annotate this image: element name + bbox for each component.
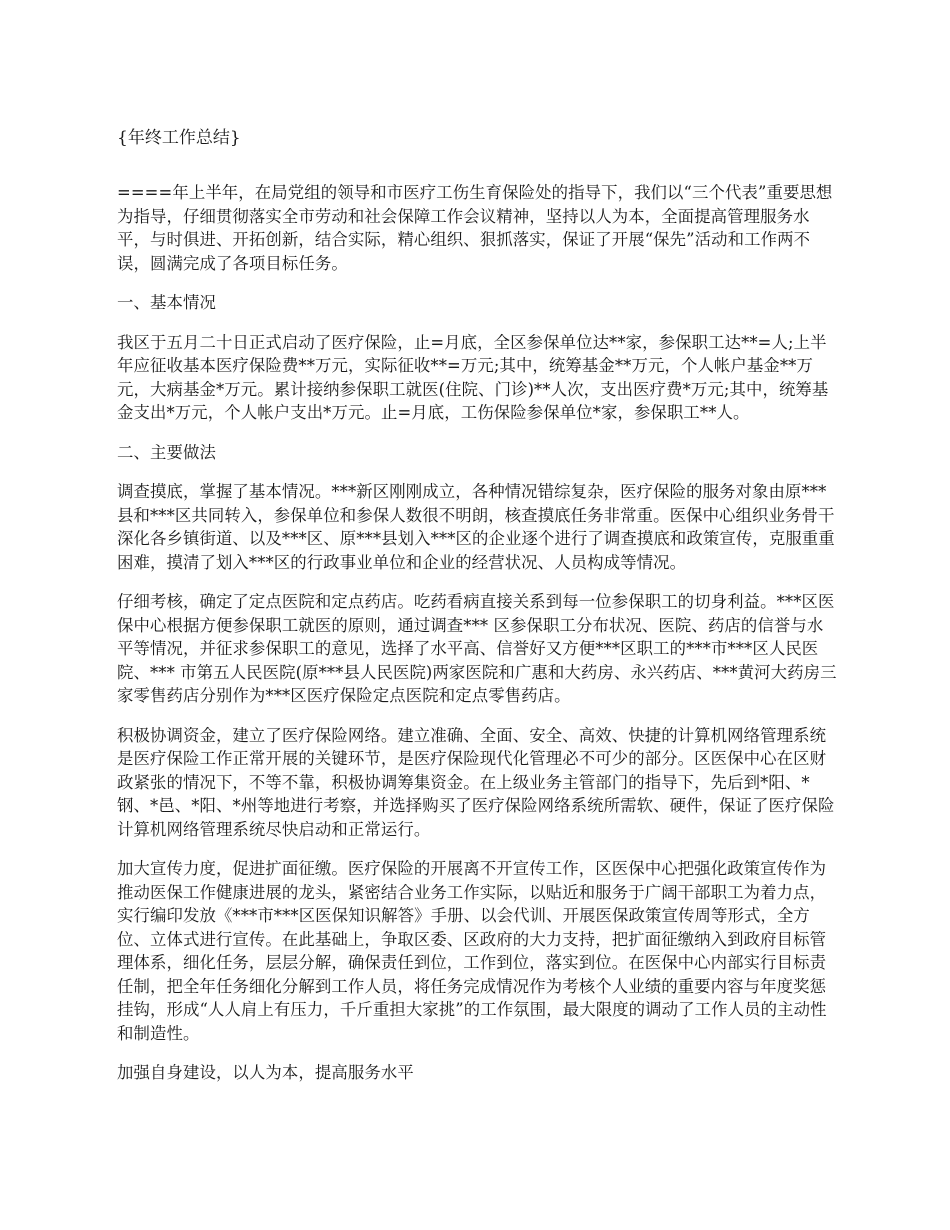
designated-hospitals-paragraph: 仔细考核，确定了定点医院和定点药店。吃药看病直接关系到每一位参保职工的切身利益。***区医保中心根据方便参保职工就医的原则，通过调查*** 区参保职工分布状况、医院、药店的信誉与水平等情况，并征求参保职工的意见，选择了水平高、信誉好又方便***区职工的***市***区人民医院、*** 市第五人民医院(原***县人民医院)两家医院和广惠和大药房、永兴药店、***黄河大药房三家零售药店分别作为***区医疗保险定点医院和定点零售药店。 (117, 592, 837, 705)
section-heading-methods: 二、主要做法 (117, 442, 216, 462)
publicity-paragraph: 加大宣传力度，促进扩面征缴。医疗保险的开展离不开宣传工作，区医保中心把强化政策宣传作为推动医保工作健康进展的龙头，紧密结合业务工作实际，以贴近和服务于广阔干部职工为着力点，实行编印发放《***市***区医保知识解答》手册、以会代训、开展医保政策宣传周等形式，全方位、立体式进行宣传。在此基础上，争取区委、区政府的大力支持，把扩面征缴纳入到政府目标管理体系，细化任务，层层分解，确保责任到位，工作到位，落实到位。在医保中心内部实行目标责任制，把全年任务细化分解到工作人员，将任务完成情况作为考核个人业绩的重要内容与年度奖惩挂钩，形成“人人肩上有压力，千斤重担大家挑”的工作氛围，最大限度的调动了工作人员的主动性和制造性。 (117, 859, 827, 1043)
self-building-paragraph: 加强自身建设，以人为本，提高服务水平 (117, 1063, 414, 1082)
document-title: {年终工作总结} (117, 128, 241, 148)
document-body (117, 181, 839, 1101)
section-heading-basic: 一、基本情况 (117, 293, 216, 312)
basic-situation-paragraph: 我区于五月二十日正式启动了医疗保险，止=月底，全区参保单位达**家，参保职工达**=人;上半年应征收基本医疗保险费**万元，实际征收**=万元;其中，统筹基金**万元，个人帐户基金**万元，大病基金*万元。累计接纳参保职工就医(住院、门诊)**人次，支出医疗费*万元;其中，统筹基金支出*万元，个人帐户支出*万元。止=月底，工伤保险参保单位*家，参保职工**人。 (117, 332, 829, 422)
network-paragraph: 积极协调资金，建立了医疗保险网络。建立准确、全面、安全、高效、快捷的计算机网络管理系统是医疗保险工作正常开展的关键环节，是医疗保险现代化管理必不可少的部分。区医保中心在区财政紧张的情况下，不等不靠，积极协调筹集资金。在上级业务主管部门的指导下，先后到*阳、*钢、*邑、*阳、*州等地进行考察，并选择购买了医疗保险网络系统所需软、硬件，保证了医疗保险计算机网络管理系统尽快启动和正常运行。 (117, 725, 835, 839)
intro-paragraph: ====年上半年，在局党组的领导和市医疗工伤生育保险处的指导下，我们以“三个代表”重要思想为指导，仔细贯彻落实全市劳动和社会保障工作会议精神，坚持以人为本，全面提高管理服务水平，与时俱进、开拓创新，结合实际，精心组织、狠抓落实，保证了开展“保先”活动和工作两不误，圆满完成了各项目标任务。 (117, 183, 833, 273)
survey-paragraph: 调查摸底，掌握了基本情况。***新区刚刚成立，各种情况错综复杂，医疗保险的服务对象由原***县和***区共同转入，参保单位和参保人数很不明朗，核查摸底任务非常重。医保中心组织业务骨干深化各乡镇街道、以及***区、原***县划入***区的企业逐个进行了调查摸底和政策宣传，克服重重困难，摸清了划入***区的行政事业单位和企业的经营状况、人员构成等情况。 (117, 482, 835, 572)
